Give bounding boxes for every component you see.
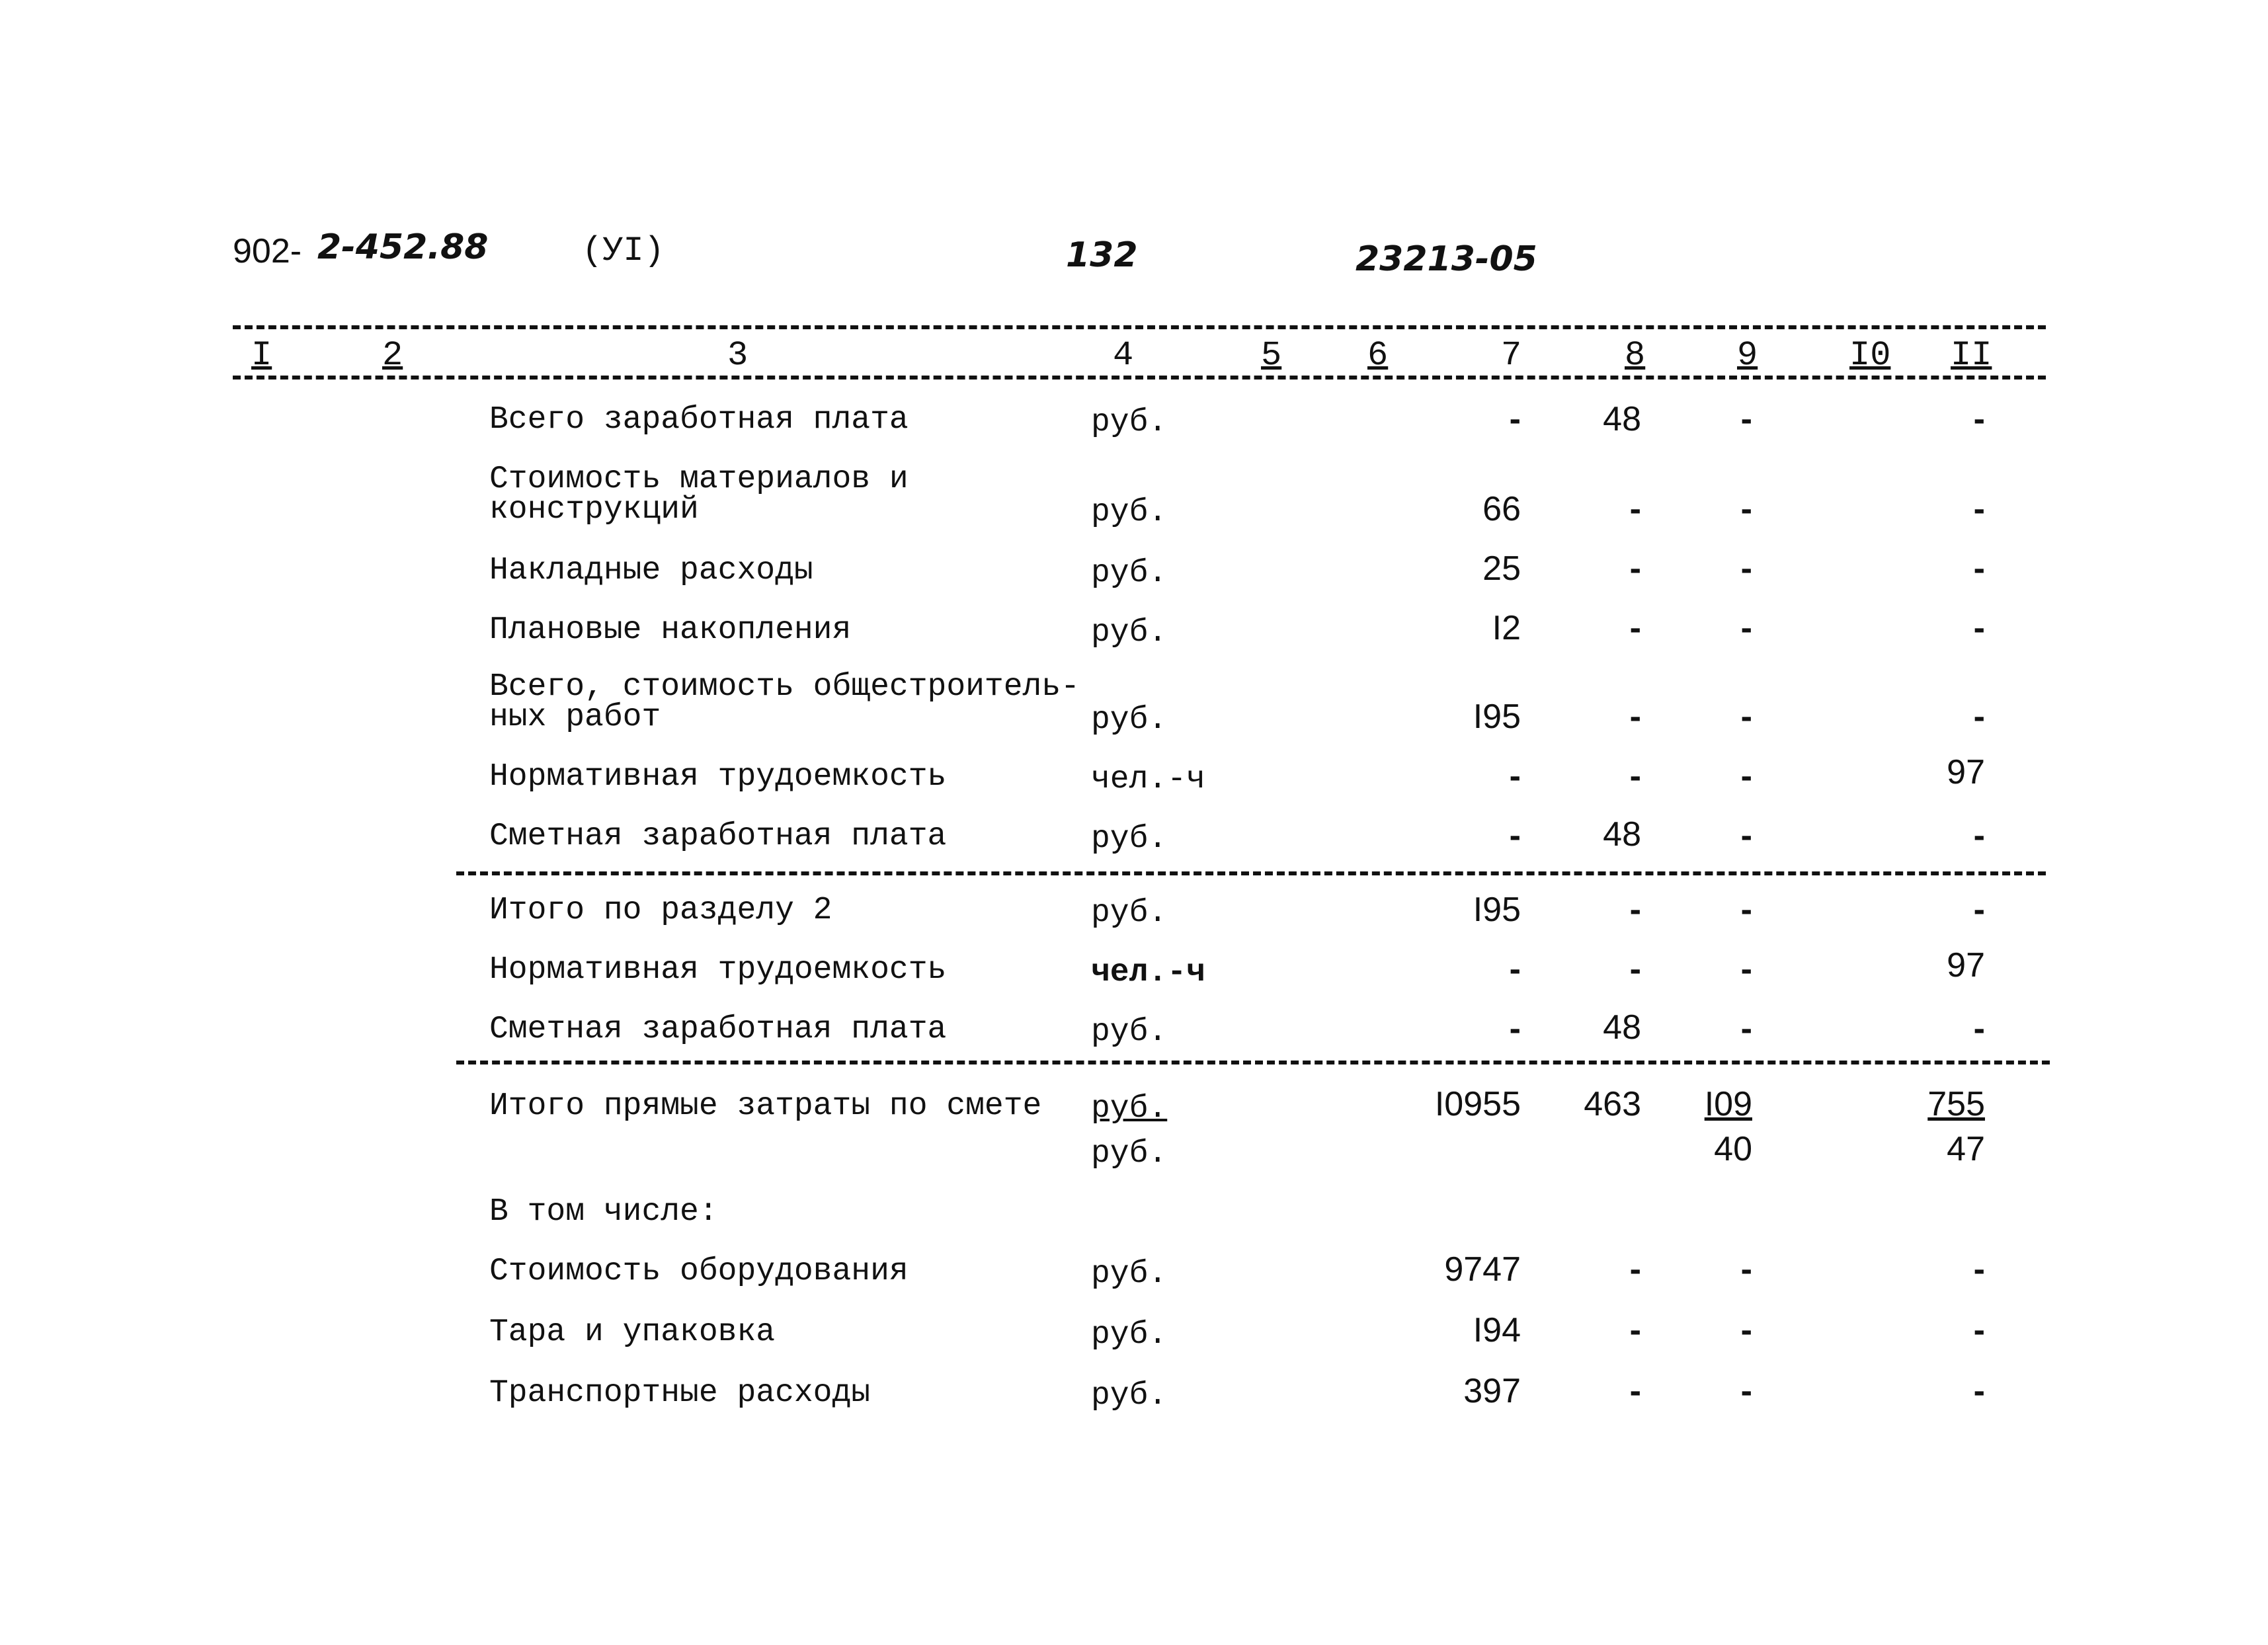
row-label: Всего заработная плата	[489, 402, 909, 438]
cell-col9: -	[1740, 950, 1752, 988]
row-unit: руб.	[1091, 1091, 1168, 1127]
cell-col9: -	[1740, 1372, 1752, 1410]
cell-col11: -	[1973, 490, 1985, 528]
cell-col7: 397	[1463, 1372, 1521, 1410]
row-unit: чел.-ч	[1091, 762, 1205, 797]
cell-col7: 9747	[1444, 1250, 1521, 1289]
cell-col9-second: 40	[1714, 1130, 1752, 1168]
divider-line	[233, 325, 2046, 329]
cell-col9: -	[1740, 698, 1752, 736]
cell-col9: -	[1740, 400, 1752, 438]
cell-col9: -	[1740, 891, 1752, 929]
row-label: Сметная заработная плата	[489, 819, 947, 854]
cell-col11-second: 47	[1947, 1130, 1985, 1168]
cell-col8: -	[1629, 609, 1641, 647]
cell-col9: -	[1740, 1010, 1752, 1048]
row-unit-second: руб.	[1091, 1136, 1168, 1172]
row-unit: руб.	[1091, 1014, 1168, 1050]
row-label: Итого прямые затраты по смете	[489, 1088, 1042, 1124]
cell-col11: 97	[1947, 753, 1985, 791]
column-number: 7	[1501, 336, 1522, 375]
row-label: Накладные расходы	[489, 553, 813, 588]
column-number: 9	[1737, 336, 1758, 375]
cell-col9: -	[1740, 757, 1752, 795]
row-unit: руб.	[1091, 405, 1168, 440]
cell-col7: -	[1509, 817, 1521, 855]
row-unit: чел.-ч	[1091, 955, 1205, 990]
column-number: 3	[727, 336, 749, 375]
cell-col9: -	[1740, 609, 1752, 647]
cell-col8: -	[1629, 549, 1641, 588]
cell-col8: 48	[1603, 815, 1641, 854]
cell-col7: 66	[1482, 490, 1521, 528]
cell-col7: -	[1509, 757, 1521, 795]
cell-col9: -	[1740, 1250, 1752, 1289]
cell-col11: -	[1973, 549, 1985, 588]
row-unit: руб.	[1091, 1256, 1168, 1292]
doc-prefix: 902-	[233, 232, 302, 270]
cell-col7: I95	[1473, 698, 1521, 736]
cell-col11: -	[1973, 400, 1985, 438]
column-number: 5	[1261, 336, 1282, 375]
cell-col11: 755	[1927, 1085, 1985, 1123]
row-label: Стоимость оборудования	[489, 1254, 909, 1289]
section-divider	[456, 871, 2046, 875]
cell-col8: -	[1629, 891, 1641, 929]
row-unit: руб.	[1091, 555, 1168, 591]
row-unit: руб.	[1091, 821, 1168, 857]
doc-code: 2-452.88	[317, 227, 489, 267]
column-number: I	[251, 336, 272, 375]
cell-col11: -	[1973, 817, 1985, 855]
cell-col9: -	[1740, 490, 1752, 528]
cell-col8: -	[1629, 698, 1641, 736]
cell-col11: -	[1973, 609, 1985, 647]
row-label: Транспортные расходы	[489, 1375, 871, 1411]
cell-col9: -	[1740, 1311, 1752, 1349]
row-label: Сметная заработная плата	[489, 1012, 947, 1047]
row-label-continued: конструкций	[489, 492, 699, 528]
cell-col7: -	[1509, 950, 1521, 988]
row-unit: руб.	[1091, 702, 1168, 738]
column-number: II	[1951, 336, 1992, 375]
row-label: Тара и упаковка	[489, 1314, 776, 1350]
row-label: Нормативная трудоемкость	[489, 952, 947, 988]
cell-col9: -	[1740, 549, 1752, 588]
row-label: Нормативная трудоемкость	[489, 759, 947, 795]
row-unit: руб.	[1091, 1378, 1168, 1414]
column-number: 4	[1113, 336, 1134, 375]
cell-col11: -	[1973, 1372, 1985, 1410]
cell-col7: -	[1509, 1010, 1521, 1048]
row-label: Плановые накопления	[489, 612, 852, 648]
cell-col11: 97	[1947, 946, 1985, 984]
column-number: 2	[382, 336, 403, 375]
row-unit: руб.	[1091, 495, 1168, 530]
cell-col11: -	[1973, 1010, 1985, 1048]
cell-col8: -	[1629, 950, 1641, 988]
page-number: 132	[1066, 235, 1138, 275]
cell-col11: -	[1973, 698, 1985, 736]
cell-col7: -	[1509, 400, 1521, 438]
row-label: В том числе:	[489, 1194, 718, 1230]
row-label: Стоимость материалов и	[489, 461, 909, 497]
column-number: I0	[1849, 336, 1891, 375]
cell-col7: 25	[1482, 549, 1521, 588]
cell-col8: -	[1629, 757, 1641, 795]
divider-line	[233, 376, 2046, 380]
row-label-continued: ных работ	[489, 700, 661, 735]
column-number: 6	[1367, 336, 1389, 375]
column-number: 8	[1625, 336, 1646, 375]
row-unit: руб.	[1091, 895, 1168, 931]
row-unit: руб.	[1091, 615, 1168, 651]
cell-col7: I2	[1492, 609, 1521, 647]
row-label: Итого по разделу 2	[489, 893, 832, 928]
section-divider	[456, 1061, 2050, 1064]
cell-col8: -	[1629, 490, 1641, 528]
cell-col8: -	[1629, 1250, 1641, 1289]
cell-col8: 463	[1584, 1085, 1641, 1123]
cell-col11: -	[1973, 891, 1985, 929]
cell-col9: I09	[1704, 1085, 1752, 1123]
cell-col7: I94	[1473, 1311, 1521, 1349]
cell-col11: -	[1973, 1311, 1985, 1349]
cell-col8: -	[1629, 1311, 1641, 1349]
volume-label: (УI)	[582, 231, 665, 270]
cell-col7: I0955	[1434, 1085, 1521, 1123]
cell-col8: 48	[1603, 400, 1641, 438]
row-unit: руб.	[1091, 1317, 1168, 1353]
row-label: Всего, стоимость общестроитель-	[489, 669, 1080, 705]
cell-col11: -	[1973, 1250, 1985, 1289]
cell-col8: 48	[1603, 1008, 1641, 1047]
cell-col8: -	[1629, 1372, 1641, 1410]
cell-col9: -	[1740, 817, 1752, 855]
cell-col7: I95	[1473, 891, 1521, 929]
registration-number: 23213-05	[1356, 239, 1537, 279]
